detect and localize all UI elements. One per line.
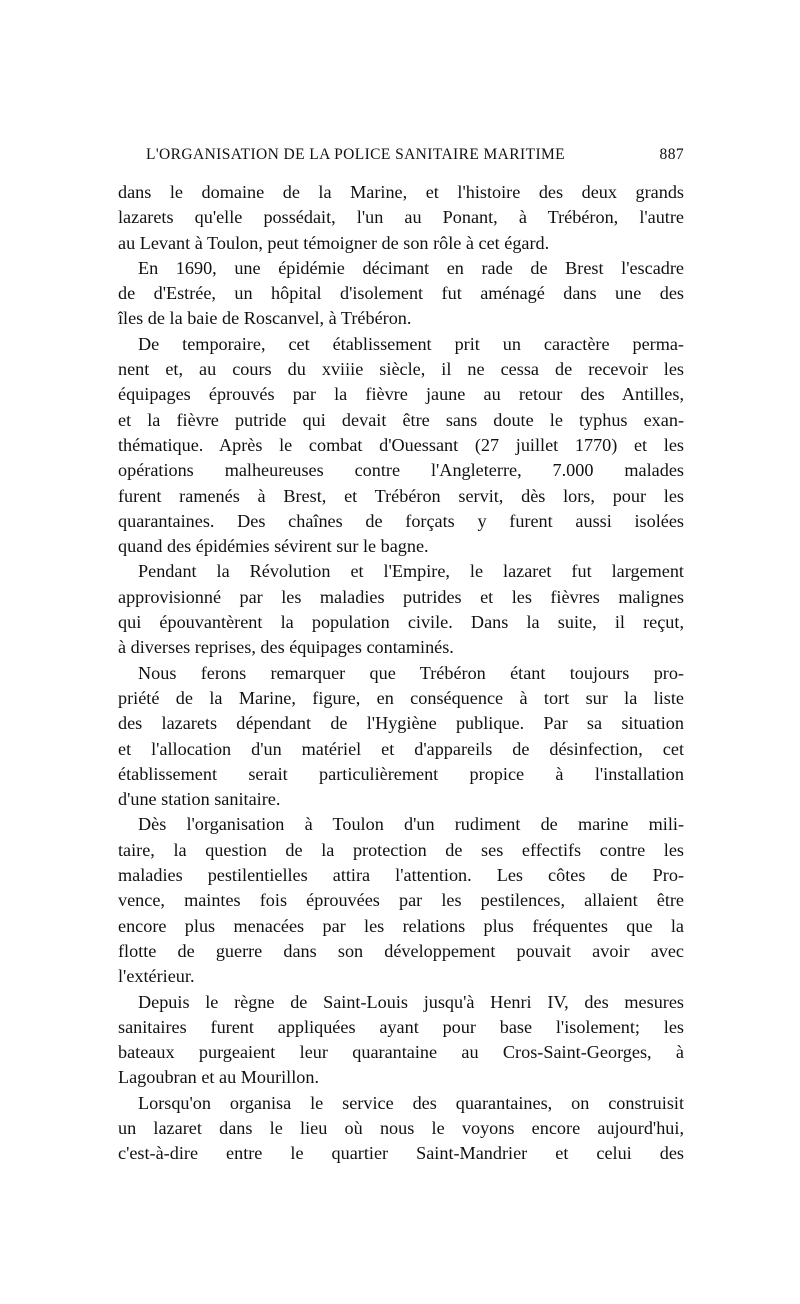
text-line: Dès l'organisation à Toulon d'un rudiment de marine mili- [138, 814, 684, 835]
text-line: approvisionné par les maladies putrides et les fièvres malignes [118, 586, 684, 607]
running-title: L'ORGANISATION DE LA POLICE SANITAIRE MARITIME [146, 146, 566, 163]
text-line: établissement serait particulièrement propice à l'installation [118, 763, 684, 784]
text-line: îles de la baie de Roscanvel, à Trébéron. [118, 308, 412, 329]
text-line: opérations malheureuses contre l'Angleterre, 7.000 malades [118, 460, 684, 481]
text-line: c'est-à-dire entre le quartier Saint-Mandrier et celui des [118, 1143, 684, 1164]
text-line: lazarets qu'elle possédait, l'un au Ponant, à Trébéron, l'autre [118, 207, 684, 228]
text-line: Lorsqu'on organisa le service des quarantaines, on construisit [138, 1092, 684, 1113]
text-line: qui épouvantèrent la population civile. Dans la suite, il reçut, [118, 612, 684, 633]
text-line: Depuis le règne de Saint-Louis jusqu'à Henri IV, des mesures [138, 991, 684, 1012]
text-line: des lazarets dépendant de l'Hygiène publique. Par sa situation [118, 713, 684, 734]
text-line: furent ramenés à Brest, et Trébéron servit, dès lors, pour les [118, 485, 684, 506]
body-text [118, 180, 684, 1167]
text-line: l'extérieur. [118, 966, 195, 987]
text-line: et l'allocation d'un matériel et d'appareils de désinfection, cet [118, 738, 684, 759]
text-line: quarantaines. Des chaînes de forçats y furent aussi isolées [118, 510, 684, 531]
text-line: Lagoubran et au Mourillon. [118, 1067, 320, 1088]
text-line: d'une station sanitaire. [118, 789, 281, 810]
text-line: un lazaret dans le lieu où nous le voyons encore aujourd'hui, [118, 1117, 684, 1138]
text-line: au Levant à Toulon, peut témoigner de son rôle à cet égard. [118, 232, 550, 253]
running-header [118, 146, 684, 170]
text-line: Pendant la Révolution et l'Empire, le lazaret fut largement [138, 561, 684, 582]
page-number: 887 [659, 146, 684, 163]
text-line: encore plus menacées par les relations plus fréquentes que la [118, 915, 684, 936]
text-line: En 1690, une épidémie décimant en rade de Brest l'escadre [138, 257, 684, 278]
text-line: nent et, au cours du xviiie siècle, il ne cessa de recevoir les [118, 359, 684, 380]
text-line: vence, maintes fois éprouvées par les pestilences, allaient être [118, 890, 684, 911]
text-line: maladies pestilentielles attira l'attention. Les côtes de Pro- [118, 865, 684, 886]
text-line: flotte de guerre dans son développement pouvait avoir avec [118, 940, 684, 961]
text-line: dans le domaine de la Marine, et l'histoire des deux grands [118, 182, 684, 202]
text-line: sanitaires furent appliquées ayant pour base l'isolement; les [118, 1016, 684, 1037]
text-line: à diverses reprises, des équipages contaminés. [118, 637, 454, 658]
text-line: et la fièvre putride qui devait être sans doute le typhus exan- [118, 409, 684, 430]
text-line: priété de la Marine, figure, en conséquence à tort sur la liste [118, 687, 684, 708]
text-line: de d'Estrée, un hôpital d'isolement fut aménagé dans une des [118, 283, 684, 304]
text-line: quand des épidémies sévirent sur le bagne. [118, 536, 429, 557]
text-line: thématique. Après le combat d'Ouessant (27 juillet 1770) et les [118, 434, 684, 455]
text-line: De temporaire, cet établissement prit un caractère perma- [138, 333, 684, 354]
text-line: équipages éprouvés par la fièvre jaune au retour des Antilles, [118, 384, 684, 405]
text-line: bateaux purgeaient leur quarantaine au Cros-Saint-Georges, à [118, 1042, 684, 1063]
text-line: Nous ferons remarquer que Trébéron étant toujours pro- [138, 662, 684, 683]
text-line: taire, la question de la protection de ses effectifs contre les [118, 839, 684, 860]
